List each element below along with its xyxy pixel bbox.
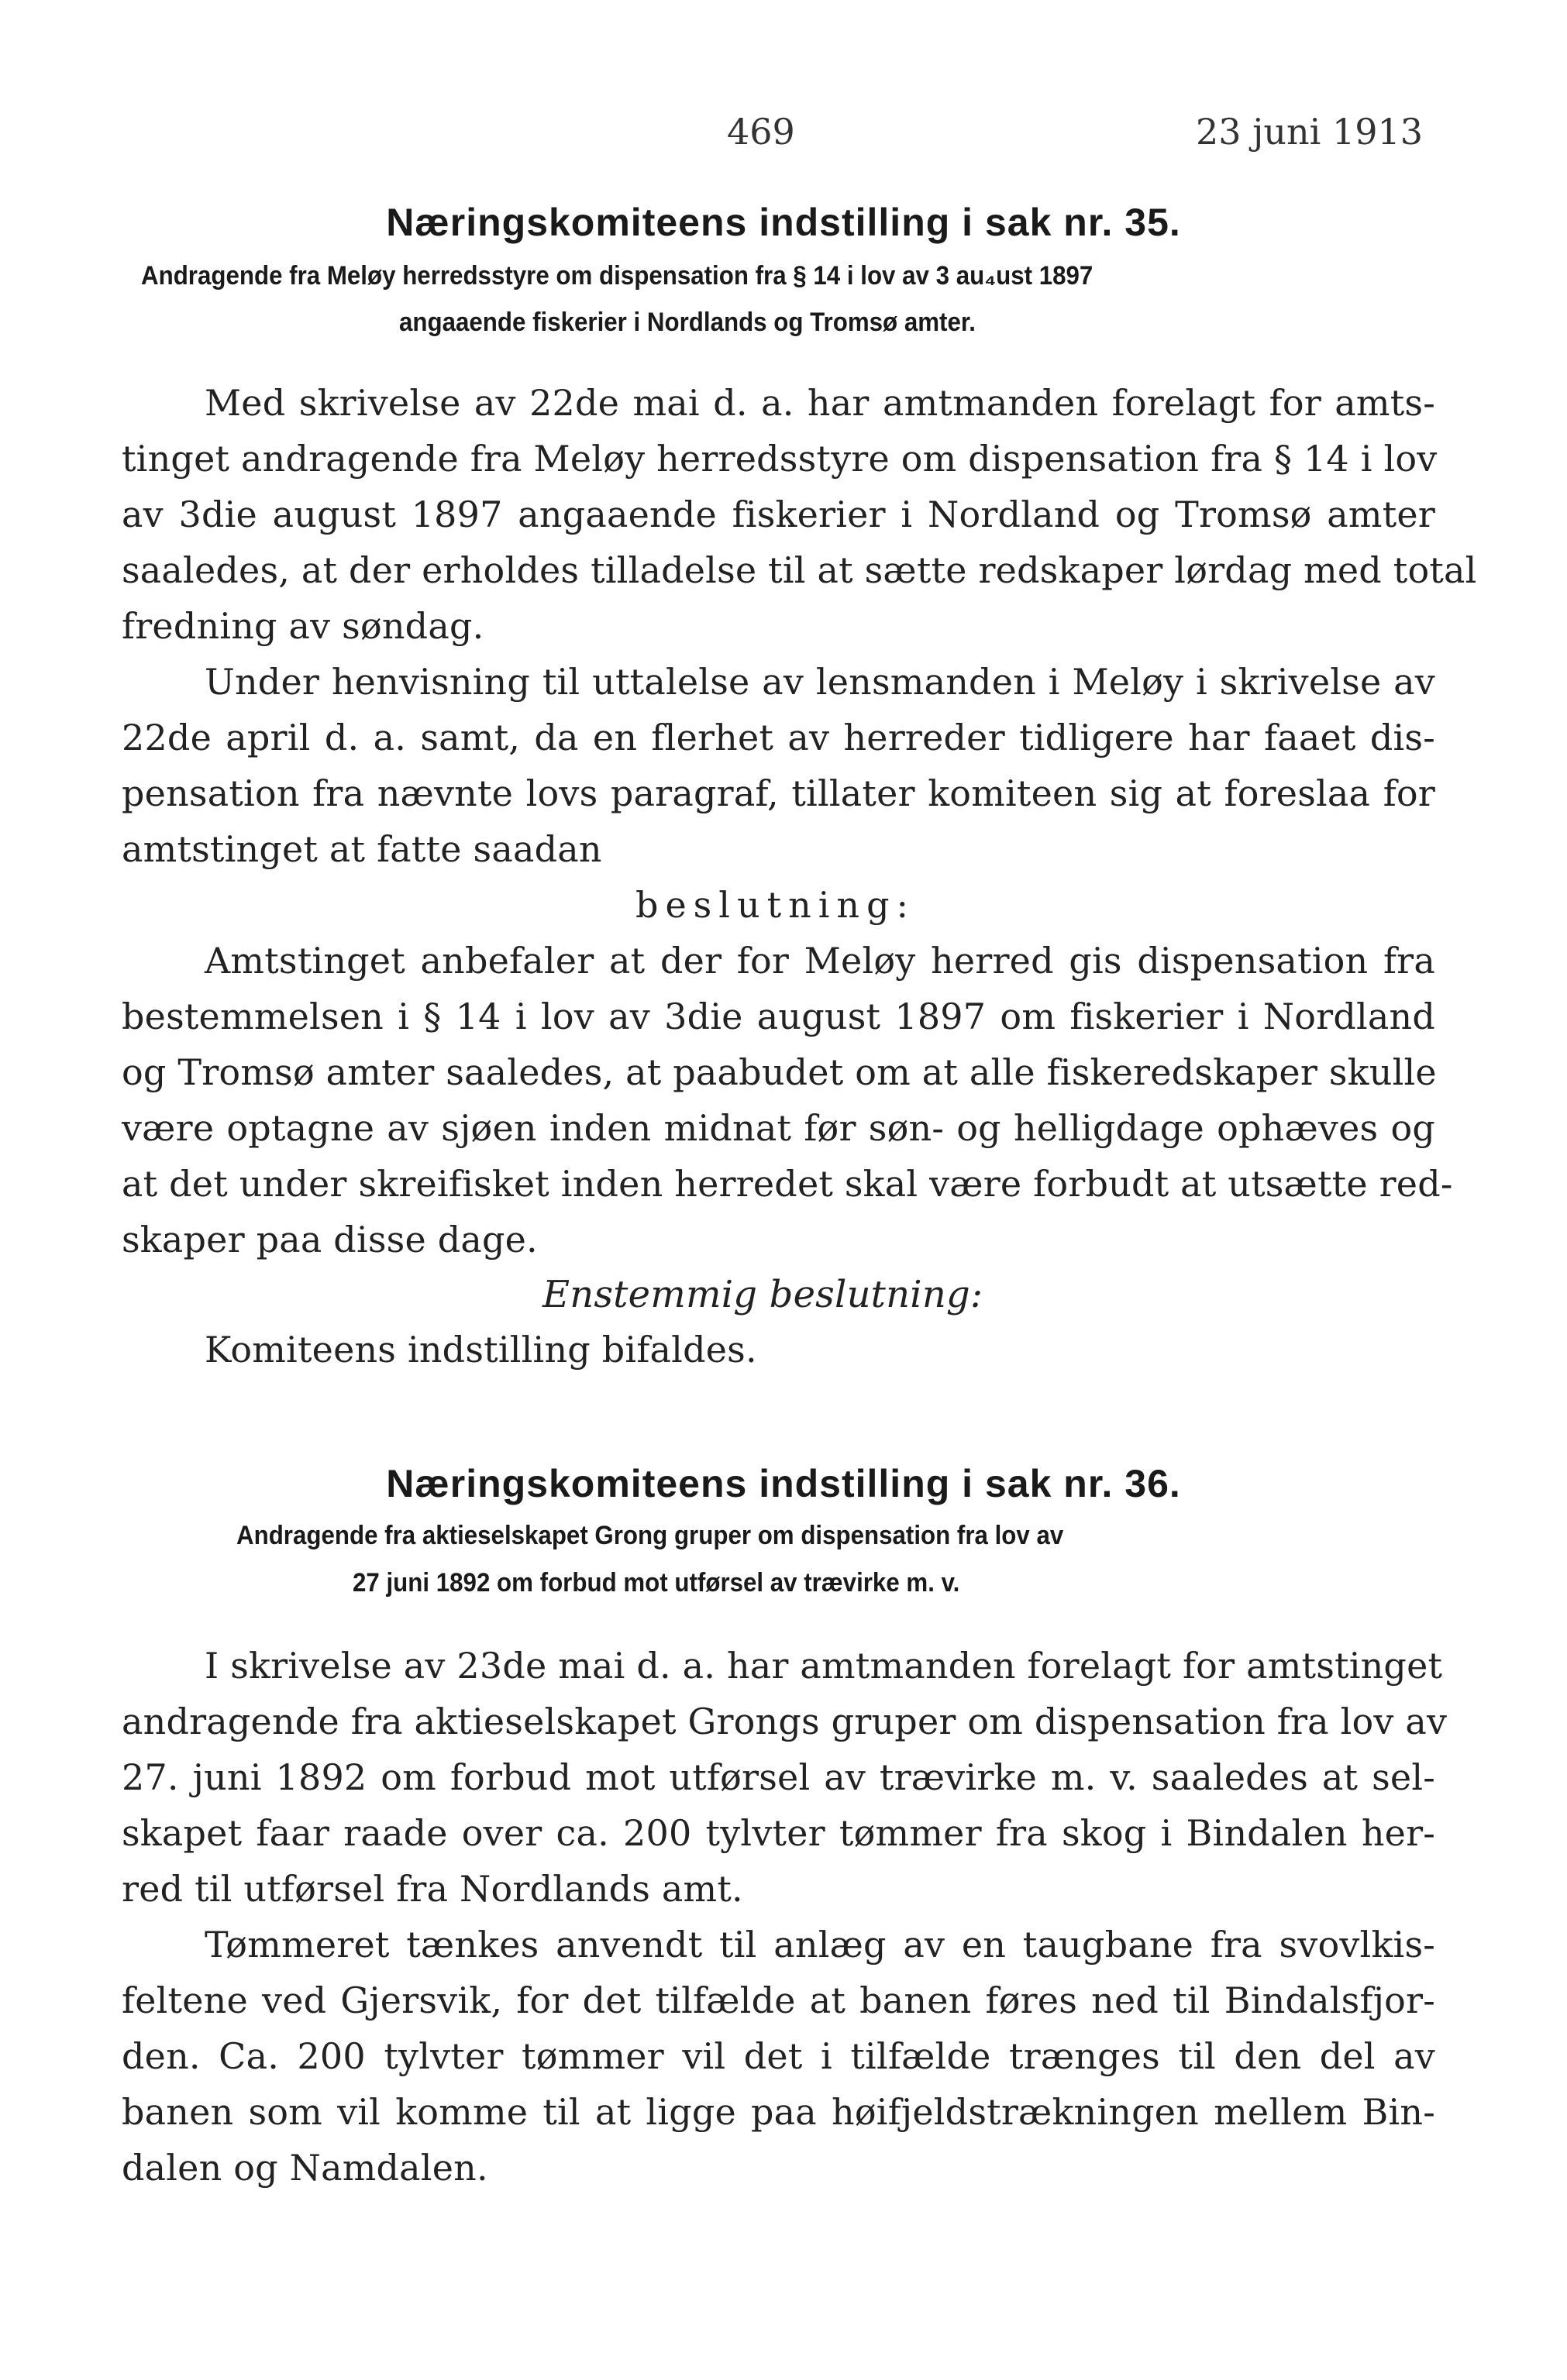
section-subtitle-line: angaaende fiskerier i Nordlands og Tromsø amter. (399, 308, 976, 337)
decision-label: beslutning: (635, 884, 916, 926)
section-subtitle-line: 27 juni 1892 om forbud mot utførsel av trævirke m. v. (353, 1568, 960, 1598)
paragraph-line: skaper paa disse dage. (122, 1219, 538, 1261)
paragraph-line: at det under skreifisket inden herredet skal være forbudt at utsætte red- (122, 1163, 1453, 1205)
section-subtitle-line: Andragende fra Meløy herredsstyre om dispensation fra § 14 i lov av 3 au₄ust 1897 (141, 261, 1093, 291)
paragraph-line: pensation fra nævnte lovs paragraf, tillater komiteen sig at foreslaa for (122, 772, 1435, 814)
paragraph-line: være optagne av sjøen inden midnat før søn- og helligdage ophæves og (122, 1107, 1435, 1149)
page-date: 23 juni 1913 (1196, 111, 1424, 153)
paragraph-line: dalen og Namdalen. (122, 2147, 488, 2189)
paragraph-line: fredning av søndag. (122, 605, 484, 647)
paragraph-line: red til utførsel fra Nordlands amt. (122, 1868, 743, 1910)
paragraph-line: banen som vil komme til at ligge paa høifjeldstrækningen mellem Bin- (122, 2091, 1435, 2133)
unanimous-label: Enstemmig beslutning: (542, 1273, 983, 1316)
paragraph-line: saaledes, at der erholdes tilladelse til at sætte redskaper lørdag med total (122, 549, 1477, 591)
paragraph-line: den. Ca. 200 tylvter tømmer vil det i tilfælde trænges til den del av (122, 2035, 1435, 2077)
paragraph-line: I skrivelse av 23de mai d. a. har amtmanden forelagt for amtstinget (205, 1645, 1443, 1687)
section-subtitle-line: Andragende fra aktieselskapet Grong gruper om dispensation fra lov av (236, 1521, 1064, 1550)
paragraph-line: tinget andragende fra Meløy herredsstyre om dispensation fra § 14 i lov (122, 438, 1438, 480)
paragraph-line: Med skrivelse av 22de mai d. a. har amtmanden forelagt for amts- (205, 382, 1435, 424)
section-title: Næringskomiteens indstilling i sak nr. 36. (386, 1462, 1181, 1505)
paragraph-line: 22de april d. a. samt, da en flerhet av herreder tidligere har faaet dis- (122, 717, 1435, 758)
paragraph-line: amtstinget at fatte saadan (122, 828, 602, 870)
paragraph-line: Tømmeret tænkes anvendt til anlæg av en taugbane fra svovlkis- (205, 1924, 1435, 1966)
paragraph-line: Under henvisning til uttalelse av lensmanden i Meløy i skrivelse av (205, 661, 1435, 703)
section-title: Næringskomiteens indstilling i sak nr. 35. (386, 201, 1181, 244)
paragraph-line: Amtstinget anbefaler at der for Meløy herred gis dispensation fra (205, 940, 1435, 982)
paragraph-line: andragende fra aktieselskapet Grongs gruper om dispensation fra lov av (122, 1701, 1448, 1742)
paragraph-line: av 3die august 1897 angaaende fiskerier i Nordland og Tromsø amter (122, 494, 1435, 535)
paragraph-line: skapet faar raade over ca. 200 tylvter tømmer fra skog i Bindalen her- (122, 1812, 1435, 1854)
paragraph-line: og Tromsø amter saaledes, at paabudet om at alle fiskeredskaper skulle (122, 1051, 1437, 1093)
paragraph-line: bestemmelsen i § 14 i lov av 3die august 1897 om fiskerier i Nordland (122, 996, 1435, 1037)
paragraph-line: 27. juni 1892 om forbud mot utførsel av trævirke m. v. saaledes at sel- (122, 1756, 1435, 1798)
outcome-text: Komiteens indstilling bifaldes. (205, 1329, 757, 1371)
page-number: 469 (727, 111, 795, 153)
paragraph-line: feltene ved Gjersvik, for det tilfælde at banen føres ned til Bindalsfjor- (122, 1979, 1435, 2021)
